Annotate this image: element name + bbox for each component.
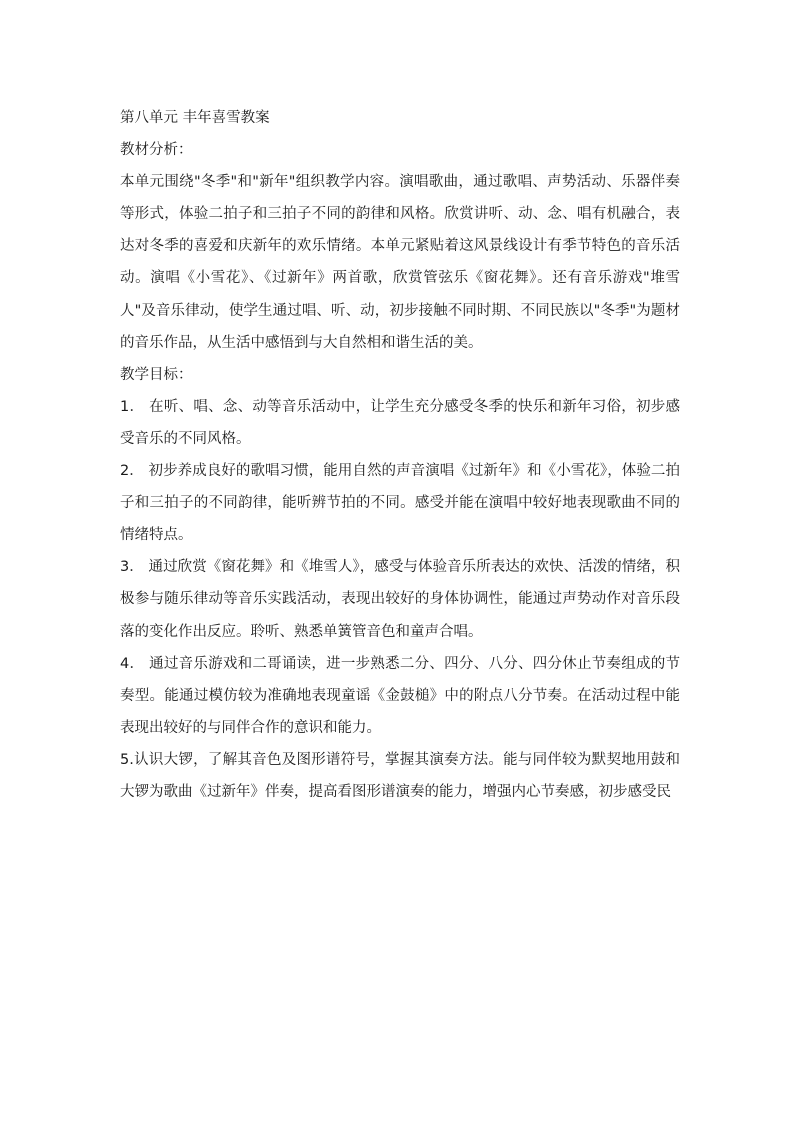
- goals-heading: 教学目标：: [120, 366, 193, 383]
- analysis-heading: 教材分析：: [120, 142, 193, 159]
- goal-item-2: 2． 初步养成良好的歌唱习惯，能用自然的声音演唱《过新年》和《小雪花》，体验二拍子和三拍子的不同韵律，能听辨节拍的不同。感受并能在演唱中较好地表现歌曲不同的情绪特点。: [120, 463, 680, 544]
- goal-item-1: 1． 在听、唱、念、动等音乐活动中，让学生充分感受冬季的快乐和新年习俗，初步感受音乐的不同风格。: [120, 398, 680, 447]
- goal-item-5: 5.认识大锣，了解其音色及图形谱符号，掌握其演奏方法。能与同伴较为默契地用鼓和大锣为歌曲《过新年》伴奏，提高看图形谱演奏的能力，增强内心节奏感，初步感受民: [120, 751, 680, 800]
- analysis-paragraph: 本单元围绕"冬季"和"新年"组织教学内容。演唱歌曲，通过歌唱、声势活动、乐器伴奏等形式，体验二拍子和三拍子不同的韵律和风格。欣赏讲听、动、念、唱有机融合，表达对冬季的喜爱和庆新年的欢乐情绪。本单元紧贴着这风景线设计有季节特色的音乐活动。演唱《小雪花》、《过新年》两首歌，欣赏管弦乐《窗花舞》。还有音乐游戏"堆雪人"及音乐律动，使学生通过唱、听、动，初步接触不同时期、不同民族以"冬季"为题材的音乐作品，从生活中感悟到与大自然相和谐生活的美。: [120, 174, 680, 351]
- goal-item-3: 3． 通过欣赏《窗花舞》和《堆雪人》，感受与体验音乐所表达的欢快、活泼的情绪，积极参与随乐律动等音乐实践活动，表现出较好的身体协调性，能通过声势动作对音乐段落的变化作出反应。聆听、熟悉单簧管音色和童声合唱。: [120, 559, 680, 640]
- goal-item-4: 4． 通过音乐游戏和二哥诵读，进一步熟悉二分、四分、八分、四分休止节奏组成的节奏型。能通过模仿较为准确地表现童谣《金鼓槌》中的附点八分节奏。在活动过程中能表现出较好的与同伴合作的意识和能力。: [120, 655, 680, 736]
- document-title: 第八单元 丰年喜雪教案: [120, 110, 270, 126]
- document-body: [120, 102, 680, 808]
